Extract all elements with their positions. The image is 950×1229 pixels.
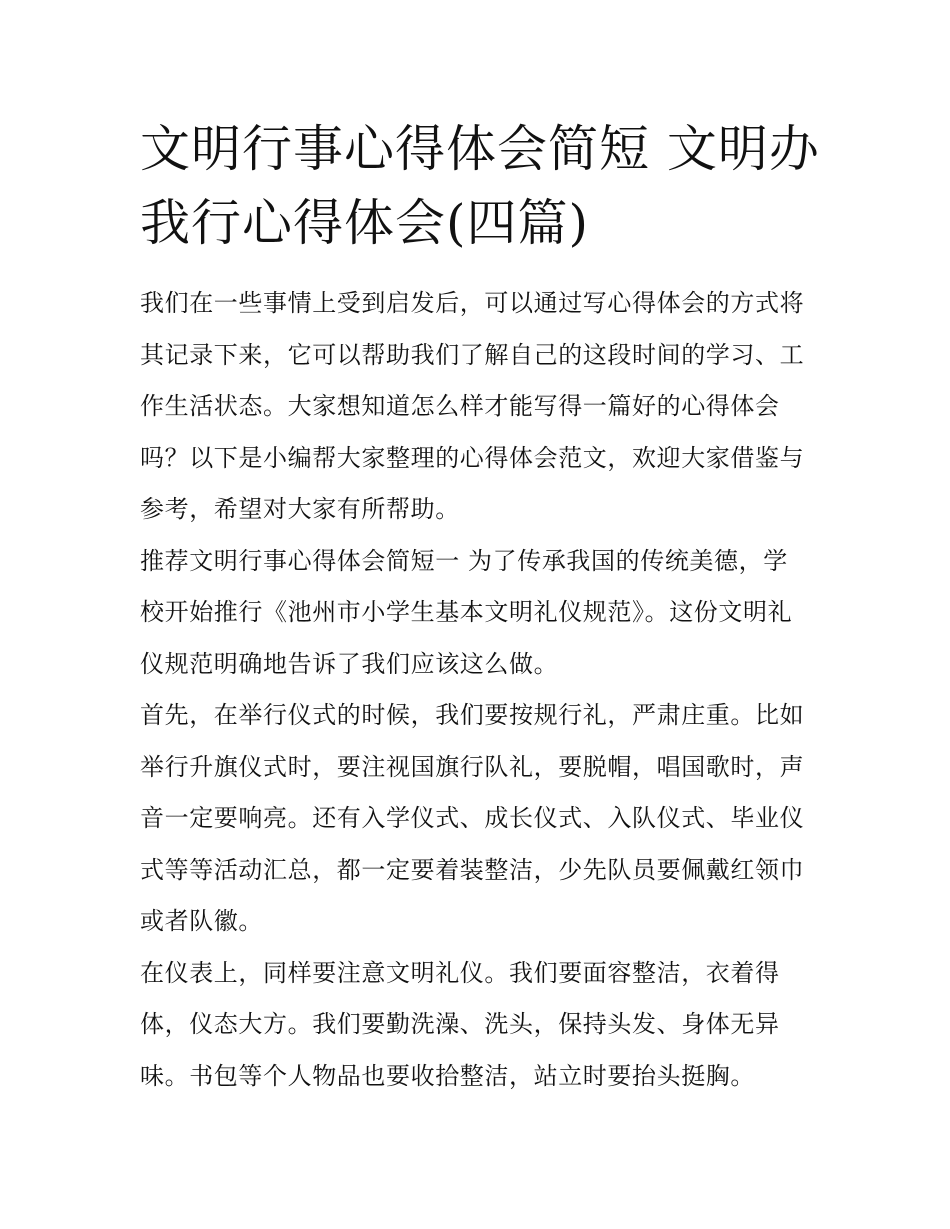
text-line: 推荐文明行事心得体会简短一 为了传承我国的传统美德，学 xyxy=(140,546,788,575)
text-line: 或者队徽。 xyxy=(140,907,263,935)
paragraph-recommend xyxy=(140,536,820,691)
text-line: 仪规范明确地告诉了我们应该这么做。 xyxy=(140,649,559,678)
text-line: 我们在一些事情上受到启发后，可以通过写心得体会的方式将 xyxy=(140,289,805,317)
text-line: 其记录下来，它可以帮助我们了解自己的这段时间的学习、工 xyxy=(140,340,805,369)
text-line: 音一定要响亮。还有入学仪式、成长仪式、入队仪式、毕业仪 xyxy=(140,804,805,832)
text-line: 参考，希望对大家有所帮助。 xyxy=(140,495,460,523)
document-title xyxy=(140,112,820,260)
text-line: 在仪表上，同样要注意文明礼仪。我们要面容整洁，衣着得 xyxy=(140,958,780,987)
title-line: 文明行事心得体会简短 文明办 xyxy=(140,120,820,178)
paragraph-appearance xyxy=(140,948,820,1103)
text-line: 举行升旗仪式时，要注视国旗行队礼，要脱帽，唱国歌时，声 xyxy=(140,752,805,781)
text-line: 体，仪态大方。我们要勤洗澡、洗头，保持头发、身体无异 xyxy=(140,1010,780,1038)
text-line: 校开始推行《池州市小学生基本文明礼仪规范》。这份文明礼 xyxy=(140,598,793,626)
text-line: 首先，在举行仪式的时候，我们要按规行礼，严肃庄重。比如 xyxy=(140,701,805,729)
text-line: 作生活状态。大家想知道怎么样才能写得一篇好的心得体会 xyxy=(140,392,780,420)
document-body xyxy=(140,278,820,1102)
paragraph-ceremony xyxy=(140,690,820,948)
text-line: 味。书包等个人物品也要收拾整洁，站立时要抬头挺胸。 xyxy=(140,1061,755,1090)
text-line: 吗？以下是小编帮大家整理的心得体会范文，欢迎大家借鉴与 xyxy=(140,443,805,472)
title-line: 我行心得体会(四篇) xyxy=(140,194,590,252)
text-line: 式等等活动汇总，都一定要着装整洁，少先队员要佩戴红领巾 xyxy=(140,855,805,884)
paragraph-intro xyxy=(140,278,820,536)
